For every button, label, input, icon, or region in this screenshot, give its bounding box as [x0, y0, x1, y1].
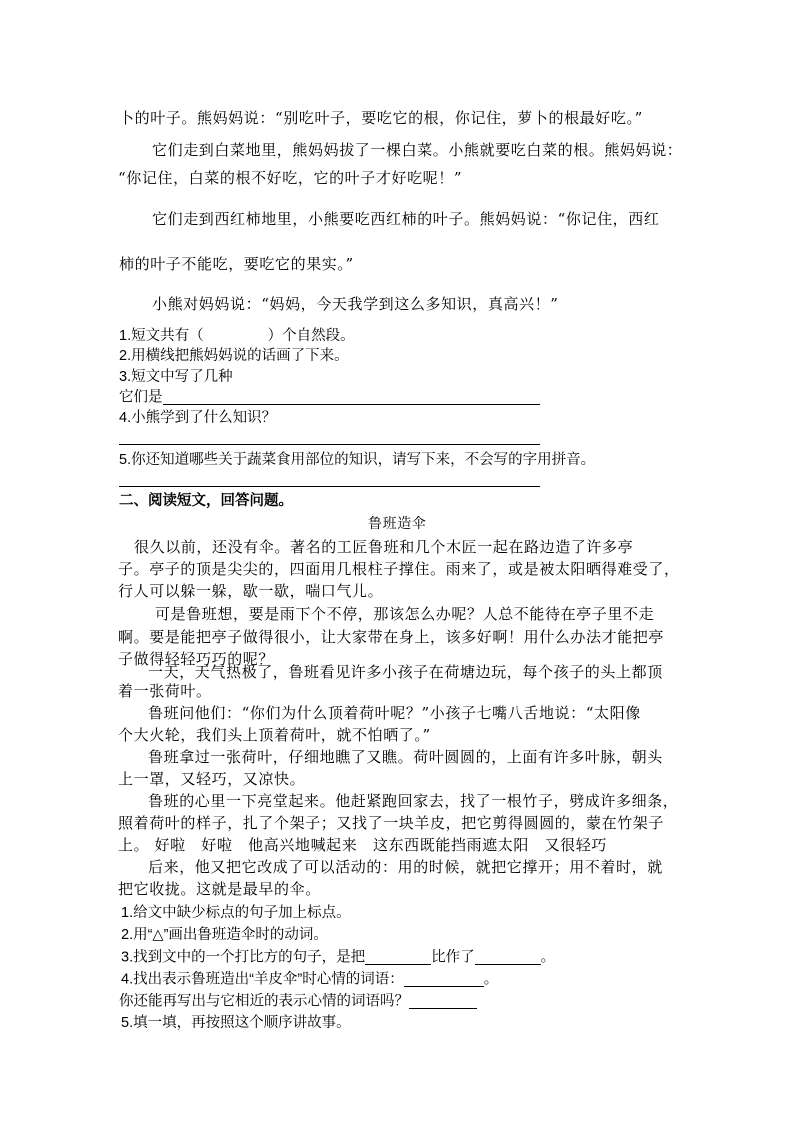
question-2-4-followup [119, 994, 477, 1009]
section-2-heading: 二、阅读短文，回答问题。 [119, 493, 293, 509]
story-2-line: 鲁班拿过一张荷叶，仔细地瞧了又瞧。荷叶圆圆的，上面有许多叶脉，朝头 [148, 748, 663, 766]
story-2-line: 照着荷叶的样子，扎了个架子；又找了一块羊皮，把它剪得圆圆的，蒙在竹架子 [118, 814, 665, 832]
story-2-line: 子做得轻轻巧巧的呢？ [118, 650, 275, 668]
question-2-3 [121, 950, 555, 965]
story-2-line: 个大火轮，我们头上顶着荷叶，就不怕晒了。” [118, 726, 431, 744]
story-2-line: 鲁班问他们：“你们为什么顶着荷叶呢？”小孩子七嘴八舌地说：“太阳像 [148, 704, 641, 722]
question-1-1-prefix: 1.短文共有（ [119, 328, 204, 344]
story-2-line: 很久以前，还没有伞。著名的工匠鲁班和几个木匠一起在路边造了许多亭 [134, 538, 634, 556]
question-1-1 [119, 329, 355, 344]
story-2-line: 鲁班的心里一下亮堂起来。他赶紧跑回家去，找了一根竹子，劈成许多细条， [148, 792, 679, 810]
question-2-1: 1.给文中缺少标点的句子加上标点。 [121, 905, 351, 921]
question-1-1-suffix: ）个自然段。 [267, 328, 355, 344]
question-1-5: 5.你还知道哪些关于蔬菜食用部位的知识，请写下来，不会写的字用拼音。 [119, 452, 596, 468]
question-2-4-blank[interactable] [404, 972, 484, 987]
question-2-4-followup-blank[interactable] [409, 994, 477, 1009]
question-2-3-prefix: 3.找到文中的一个打比方的句子，是把 [121, 949, 366, 966]
story1-paragraph-1-end: 卜的叶子。熊妈妈说：“别吃叶子，要吃它的根，你记住，萝卜的根最好吃。” [119, 109, 643, 127]
question-2-3-blank-1[interactable] [365, 950, 431, 965]
question-2-5: 5.填一填，再按照这个顺序讲故事。 [121, 1015, 351, 1031]
story1-paragraph-3-line-2: 柿的叶子不能吃，要吃它的果实。” [119, 255, 354, 273]
question-1-2: 2.用横线把熊妈妈说的话画了下来。 [119, 348, 349, 364]
story-2-line-missing-punctuation: 上。 好啦 好啦 他高兴地喊起来 这东西既能挡雨遮太阳 又很轻巧 [118, 836, 607, 854]
story1-paragraph-2-line-1: 它们走到白菜地里，熊妈妈拔了一棵白菜。小熊就要吃白菜的根。熊妈妈说： [152, 141, 683, 159]
question-2-2: 2.用“△”画出鲁班造伞时的动词。 [121, 927, 328, 943]
question-1-3-answer [119, 390, 540, 405]
question-1-4: 4.小熊学到了什么知识？ [119, 410, 277, 426]
story-2-line: 一天，天气热极了，鲁班看见许多小孩子在荷塘边玩，每个孩子的头上都顶 [148, 663, 663, 681]
story-2-line: 子。亭子的顶是尖尖的，四面用几根柱子撑住。雨来了，或是被太阳晒得难受了， [118, 560, 680, 578]
question-1-3: 3.短文中写了几种 [119, 369, 233, 385]
question-2-3-blank-2[interactable] [475, 950, 541, 965]
question-2-4-end: 。 [483, 971, 499, 988]
question-2-3-end: 。 [540, 949, 556, 966]
section-2-story-title: 鲁班造伞 [368, 516, 427, 532]
story-2-line: 行人可以躲一躲，歇一歇，喘口气儿。 [118, 582, 384, 600]
question-1-3-answer-label: 它们是 [119, 389, 163, 406]
story-2-line: 上一罩，又轻巧，又凉快。 [118, 770, 306, 788]
question-2-4-prefix: 4.找出表示鲁班造出“羊皮伞”时心情的词语： [121, 971, 404, 988]
story-2-line: 可是鲁班想，要是雨下个不停，那该怎么办呢？人总不能待在亭子里不走 [155, 605, 655, 623]
question-1-3-answer-line[interactable] [163, 390, 540, 405]
story-2-line: 着一张荷叶。 [118, 682, 212, 700]
story1-paragraph-3-line-1: 它们走到西红柿地里，小熊要吃西红柿的叶子。熊妈妈说：“你记住，西红 [152, 210, 660, 228]
question-1-5-answer-line[interactable] [119, 486, 540, 487]
question-2-3-middle: 比作了 [431, 949, 475, 966]
story-2-line: 后来，他又把它改成了可以活动的：用的时候，就把它撑开；用不着时，就 [148, 858, 663, 876]
question-2-4-followup-text: 你还能再写出与它相近的表示心情的词语吗？ [119, 993, 409, 1010]
story1-paragraph-4: 小熊对妈妈说：“妈妈，今天我学到这么多知识，真高兴！” [152, 295, 559, 313]
story-2-line: 把它收拢。这就是最早的伞。 [118, 880, 321, 898]
story-2-line: 啊。要是能把亭子做得很小，让大家带在身上，该多好啊！用什么办法才能把亭 [118, 628, 665, 646]
question-2-4 [121, 972, 498, 987]
question-1-4-answer-line[interactable] [119, 444, 540, 445]
story1-paragraph-2-line-2: “你记住，白菜的根不好吃，它的叶子才好吃呢！” [118, 169, 463, 187]
